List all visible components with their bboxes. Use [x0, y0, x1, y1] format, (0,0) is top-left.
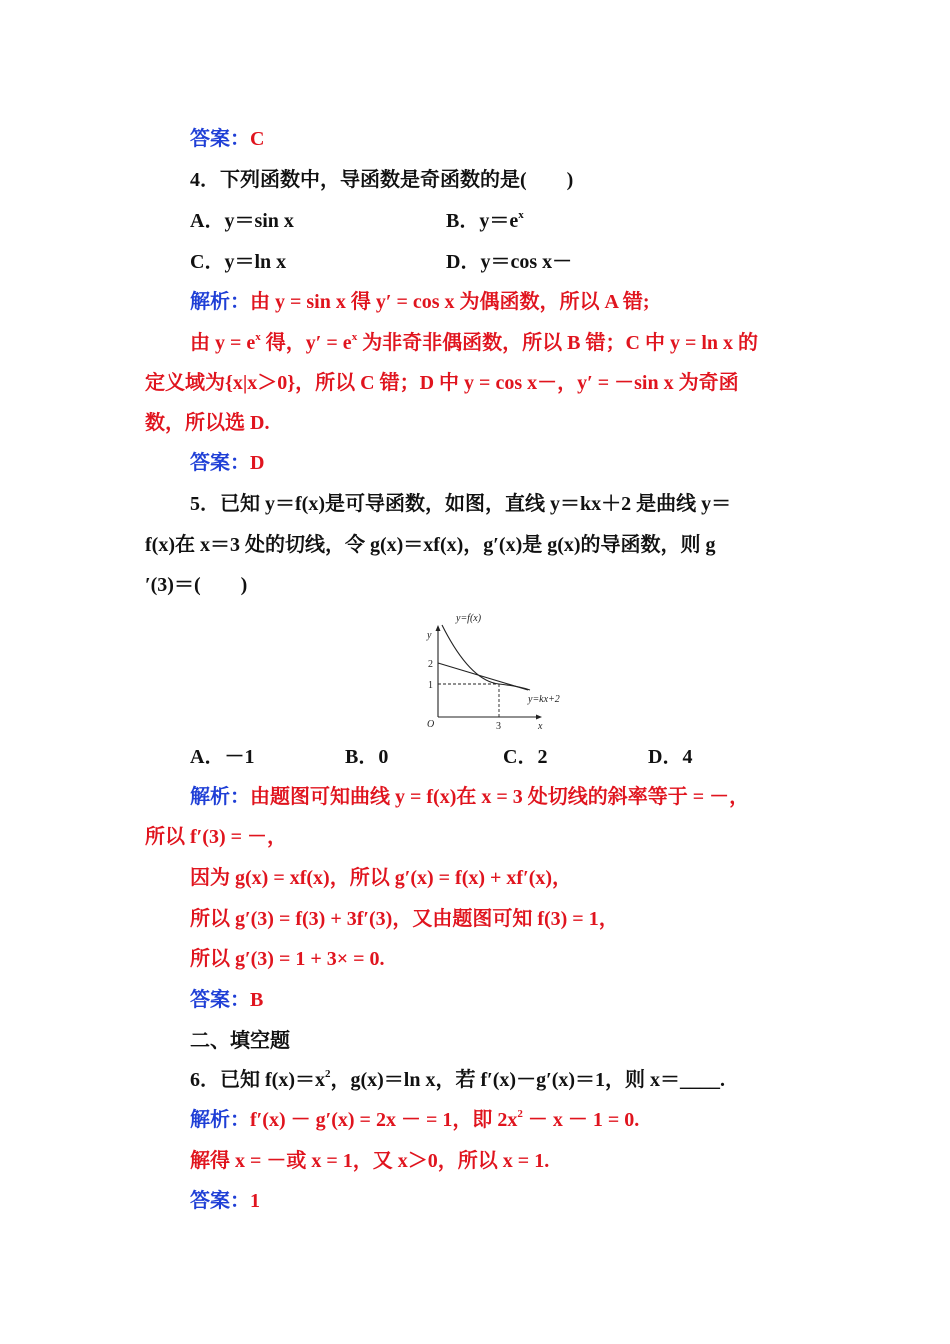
q5-analysis-3: 因为 g(x) = xf(x)，所以 g′(x) = f(x) + xf′(x)，	[190, 867, 573, 889]
q4-answer: 答案：D	[190, 452, 265, 474]
q6-answer: 答案：1	[190, 1190, 260, 1212]
tangent-line-figure	[418, 607, 590, 732]
q6-analysis-2: 解得 x = －或 x = 1，又 x＞0，所以 x = 1.	[190, 1150, 550, 1172]
q4-option-c: C．y＝ln x	[190, 251, 287, 273]
q5-analysis-4: 所以 g′(3) = f(3) + 3f′(3)，又由题图可知 f(3) = 1，	[190, 908, 619, 930]
tangent-line	[438, 663, 528, 690]
q3-answer	[190, 125, 264, 153]
q6-analysis-1: 解析：f′(x) － g′(x) = 2x － = 1，即 $2x^2 - x - 1 = 0$.	[190, 1108, 640, 1131]
q4-analysis-4: 数，所以选 D.	[145, 412, 270, 434]
q4-option-d: D．y＝cos x－	[446, 251, 573, 273]
q5-stem-2: f(x)在 x＝3 处的切线，令 g(x)＝xf(x)，g′(x)是 g(x)的导函数，则 g	[145, 534, 716, 556]
answer-label: 答案：	[190, 128, 250, 150]
y-axis-label: y	[427, 630, 432, 641]
tick-label-3: 3	[496, 721, 501, 732]
y-axis-arrow	[436, 625, 441, 631]
q5-analysis-2: 所以 f′(3) = －，	[145, 826, 288, 848]
q5-stem-1: 5．已知 y＝f(x)是可导函数，如图，直线 y＝kx＋2 是曲线 y＝	[190, 493, 732, 515]
q4-analysis-1: 解析：由 y = sin x 得 y′ = cos x 为偶函数，所以 A 错;	[190, 291, 650, 313]
x-axis-label: x	[538, 721, 543, 732]
q6-stem: 6．已知 $f(x)=x^2$，g(x)＝ln x，若 f′(x)－g′(x)＝1，则 x＝____.	[190, 1068, 726, 1091]
q5-option-c: C．2	[503, 746, 548, 768]
curve-label: y=f(x)	[456, 613, 482, 624]
origin-label: O	[427, 719, 435, 730]
tick-label-2: 2	[428, 659, 433, 670]
q5-analysis-5: 所以 g′(3) = 1 + 3× = 0.	[190, 948, 385, 970]
section-heading: 二、填空题	[190, 1030, 290, 1052]
answer-value: C	[250, 128, 265, 150]
tick-label-1: 1	[428, 680, 433, 691]
q5-option-b: B．0	[345, 746, 389, 768]
q5-stem-3: ′(3)＝( )	[145, 574, 248, 596]
q5-option-a: A．－1	[190, 746, 255, 768]
q4-option-a: A．y＝sin x	[190, 210, 294, 232]
line-label: y=kx+2	[528, 694, 560, 705]
q5-answer: 答案：B	[190, 989, 264, 1011]
q4-analysis-2: 由 $y = e^x$ 得，$y' = e^x$ 为非奇非偶函数，所以 B 错；C 中 y = ln x 的	[190, 331, 759, 354]
analysis-label: 解析：	[190, 291, 250, 313]
q5-option-d: D．4	[648, 746, 693, 768]
x-axis-arrow	[536, 715, 542, 720]
q4-analysis-3: 定义域为{x|x＞0}，所以 C 错；D 中 y = cos x－，y′ = －sin x 为奇函	[145, 372, 739, 394]
q4-option-b: B．$y=e^x$	[446, 209, 524, 232]
q4-stem: 4．下列函数中，导函数是奇函数的是( )	[190, 169, 574, 191]
q5-analysis-1: 解析：由题图可知曲线 y = f(x)在 x = 3 处切线的斜率等于 = －，	[190, 786, 750, 808]
curve-f	[442, 625, 530, 690]
